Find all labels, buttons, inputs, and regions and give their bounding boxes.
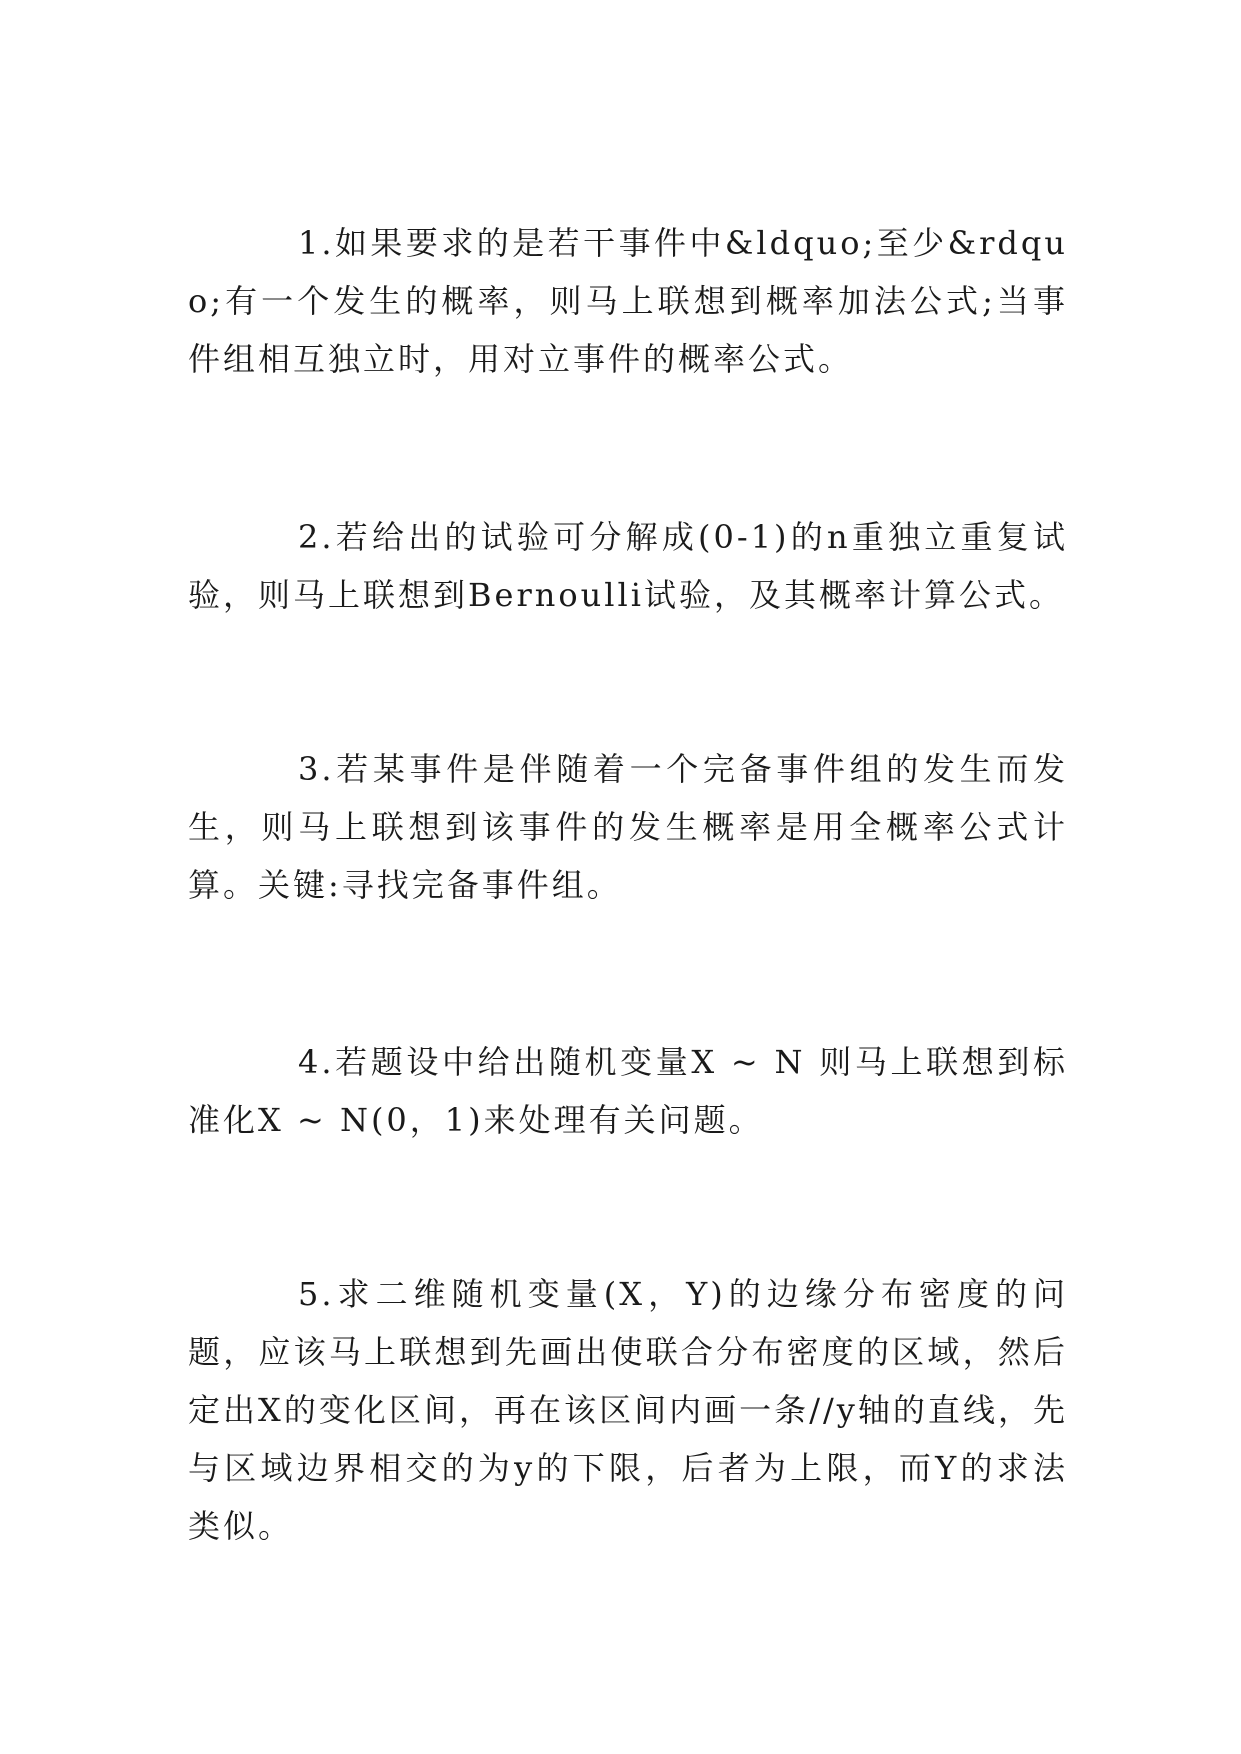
paragraph-5: 5.求二维随机变量(X，Y)的边缘分布密度的问题，应该马上联想到先画出使联合分布密度的区域，然后定出X的变化区间，再在该区间内画一条//y轴的直线，先与区域边界相交的为y的下限，后者为上限，而Y的求法类似。 [188, 1275, 1068, 1545]
paragraph-4: 4.若题设中给出随机变量X ~ N 则马上联想到标准化X ~ N(0，1)来处理有关问题。 [188, 1043, 1068, 1139]
paragraph-3: 3.若某事件是伴随着一个完备事件组的发生而发生，则马上联想到该事件的发生概率是用全概率公式计算。关键:寻找完备事件组。 [188, 750, 1068, 904]
paragraph-2: 2.若给出的试验可分解成(0-1)的n重独立重复试验，则马上联想到Bernoulli试验，及其概率计算公式。 [188, 518, 1068, 614]
paragraph-1: 1.如果要求的是若干事件中&ldquo;至少&rdquo;有一个发生的概率，则马上联想到概率加法公式;当事件组相互独立时，用对立事件的概率公式。 [188, 224, 1068, 378]
